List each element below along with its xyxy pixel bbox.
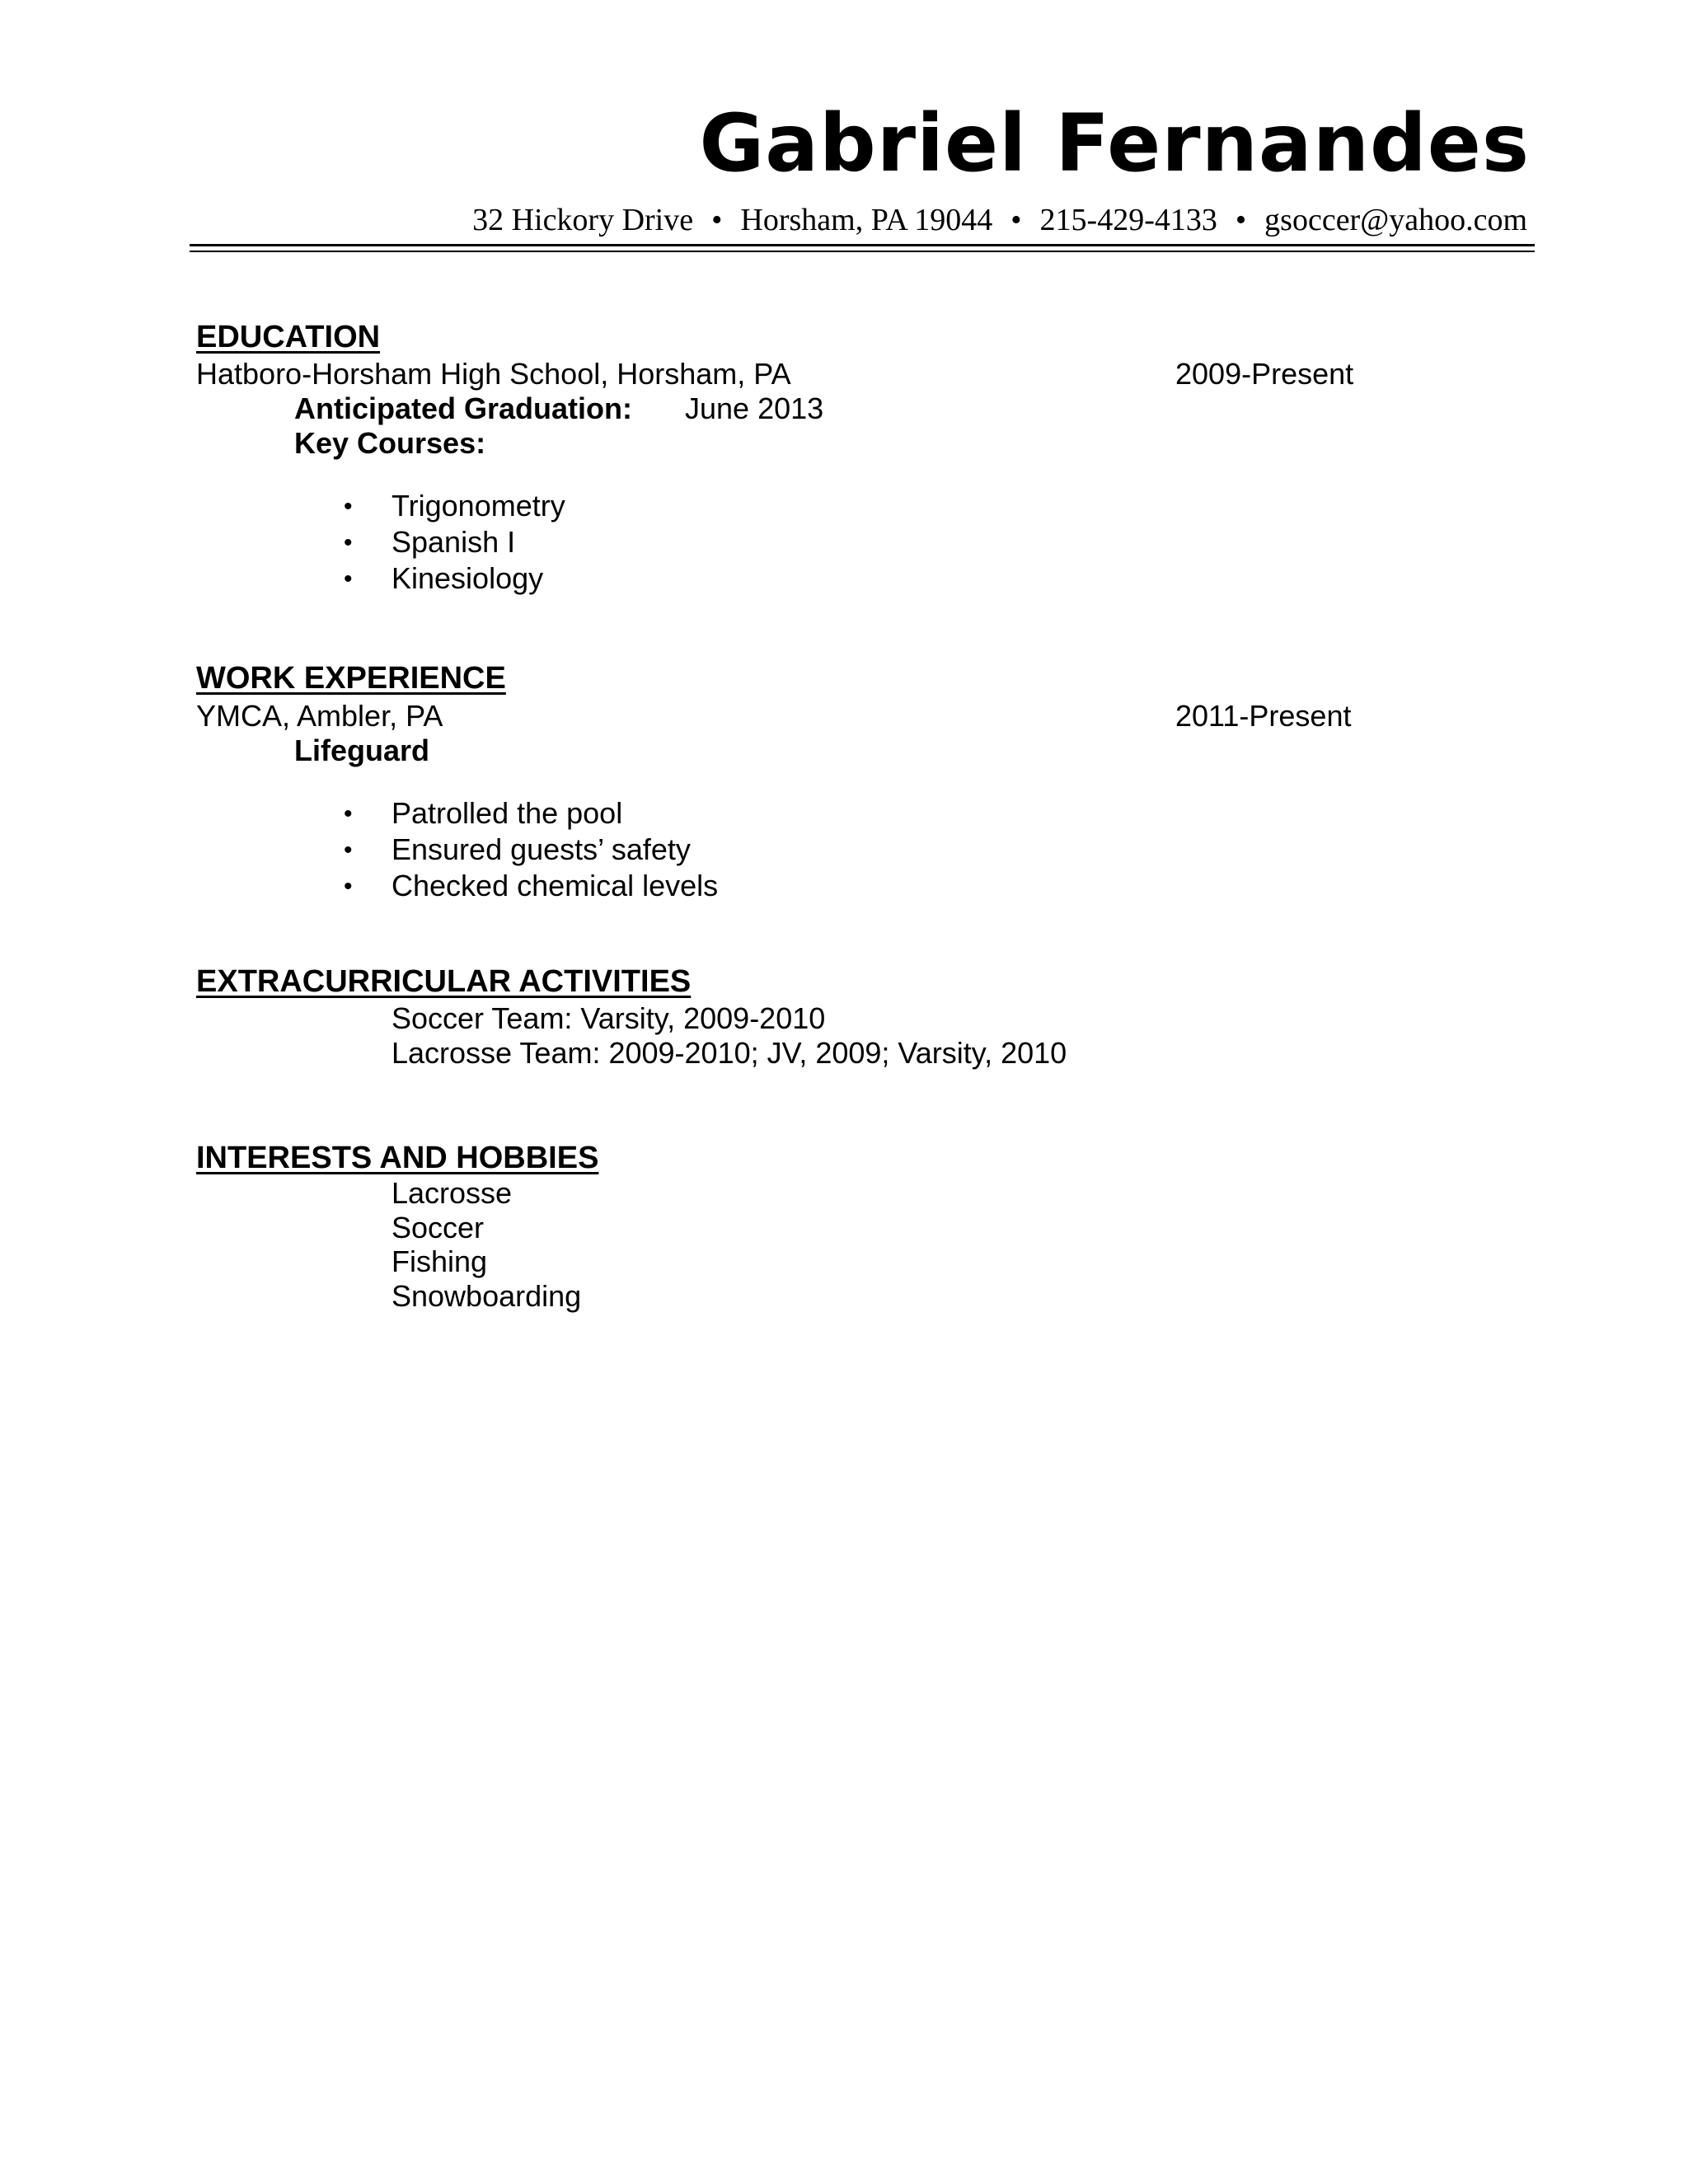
bullet-icon: • (344, 800, 353, 827)
contact-email: gsoccer@yahoo.com (1264, 203, 1527, 237)
header-rule-thin (190, 251, 1535, 252)
list-item: Snowboarding (392, 1279, 582, 1313)
bullet-icon: • (344, 837, 353, 864)
list-item: Soccer (392, 1211, 485, 1244)
list-item: Spanish I (392, 525, 516, 559)
interests-heading: INTERESTS AND HOBBIES (196, 1141, 599, 1175)
list-item: Kinesiology (392, 561, 544, 595)
bullet-icon: • (344, 565, 353, 593)
list-item: Lacrosse Team: 2009-2010; JV, 2009; Varsity, 2010 (392, 1036, 1067, 1070)
list-item: Lacrosse (392, 1176, 513, 1210)
header-rule (190, 244, 1535, 246)
list-item: Patrolled the pool (392, 796, 623, 830)
bullet-separator: • (1235, 203, 1247, 237)
bullet-icon: • (344, 529, 353, 556)
key-courses-label: Key Courses: (294, 426, 486, 460)
education-heading: EDUCATION (196, 320, 381, 354)
education-school: Hatboro-Horsham High School, Horsham, PA (196, 357, 791, 391)
bullet-icon: • (344, 873, 353, 900)
contact-address: 32 Hickory Drive (472, 203, 694, 237)
bullet-separator: • (711, 203, 723, 237)
list-item: Trigonometry (392, 489, 565, 523)
work-title: Lifeguard (294, 733, 430, 767)
graduation-label: Anticipated Graduation: (294, 391, 633, 425)
list-item: Ensured guests’ safety (392, 832, 691, 866)
work-employer: YMCA, Ambler, PA (196, 699, 443, 733)
list-item: Checked chemical levels (392, 869, 719, 902)
bullet-icon: • (344, 493, 353, 520)
extracurricular-heading: EXTRACURRICULAR ACTIVITIES (196, 964, 692, 999)
education-dates: 2009-Present (1175, 357, 1354, 391)
list-item: Fishing (392, 1244, 488, 1278)
contact-city: Horsham, PA 19044 (740, 203, 993, 237)
graduation-value: June 2013 (685, 391, 824, 425)
work-dates: 2011-Present (1175, 699, 1352, 733)
contact-phone: 215-429-4133 (1039, 203, 1217, 237)
work-heading: WORK EXPERIENCE (196, 661, 506, 696)
list-item: Soccer Team: Varsity, 2009-2010 (392, 1001, 826, 1035)
bullet-separator: • (1010, 203, 1022, 237)
applicant-name: Gabriel Fernandes (699, 97, 1530, 190)
contact-line (472, 204, 1527, 236)
